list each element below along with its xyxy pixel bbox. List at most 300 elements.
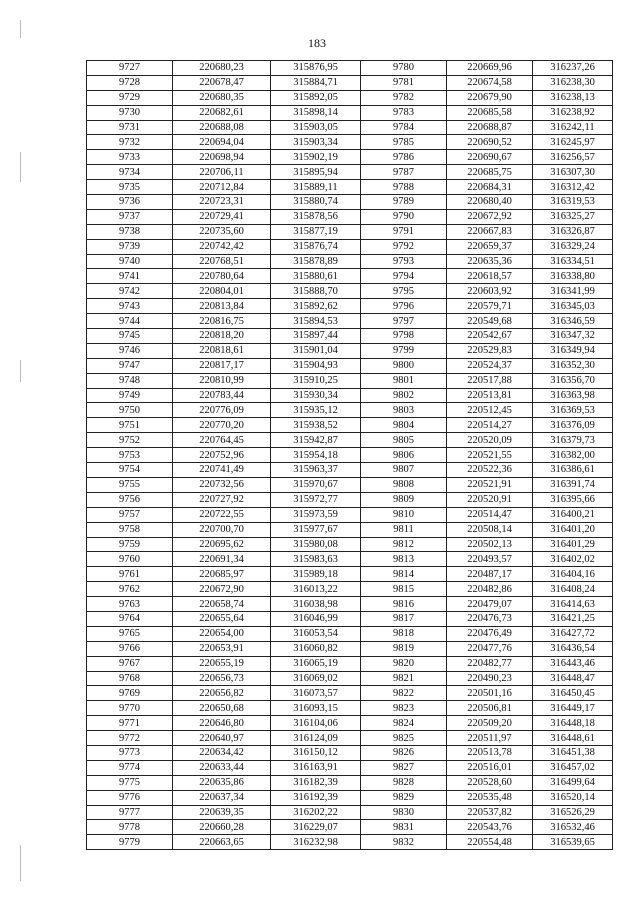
- y-coordinate-cell: 316349,94: [533, 343, 613, 358]
- y-coordinate-cell: 315977,67: [271, 522, 361, 537]
- y-coordinate-cell: 316238,13: [533, 90, 613, 105]
- x-coordinate-cell: 220712,84: [173, 180, 271, 195]
- x-coordinate-cell: 220521,55: [447, 448, 533, 463]
- point-number-cell: 9827: [361, 760, 447, 775]
- point-number-cell: 9755: [87, 477, 173, 492]
- point-number-cell: 9747: [87, 358, 173, 373]
- x-coordinate-cell: 220487,17: [447, 567, 533, 582]
- x-coordinate-cell: 220477,76: [447, 641, 533, 656]
- table-row: [87, 552, 613, 567]
- y-coordinate-cell: 316104,06: [271, 716, 361, 731]
- y-coordinate-cell: 315972,77: [271, 492, 361, 507]
- x-coordinate-cell: 220482,86: [447, 582, 533, 597]
- point-number-cell: 9832: [361, 835, 447, 850]
- table-row: [87, 835, 613, 850]
- x-coordinate-cell: 220521,91: [447, 477, 533, 492]
- point-number-cell: 9797: [361, 314, 447, 329]
- x-coordinate-cell: 220517,88: [447, 373, 533, 388]
- point-number-cell: 9762: [87, 582, 173, 597]
- table-row: [87, 537, 613, 552]
- point-number-cell: 9778: [87, 820, 173, 835]
- y-coordinate-cell: 316312,42: [533, 180, 613, 195]
- table-row: [87, 90, 613, 105]
- point-number-cell: 9775: [87, 775, 173, 790]
- y-coordinate-cell: 316060,82: [271, 641, 361, 656]
- y-coordinate-cell: 315876,74: [271, 239, 361, 254]
- point-number-cell: 9808: [361, 477, 447, 492]
- x-coordinate-cell: 220640,97: [173, 731, 271, 746]
- y-coordinate-cell: 315895,94: [271, 165, 361, 180]
- y-coordinate-cell: 316427,72: [533, 626, 613, 641]
- table-row: [87, 195, 613, 210]
- point-number-cell: 9791: [361, 224, 447, 239]
- point-number-cell: 9763: [87, 597, 173, 612]
- y-coordinate-cell: 316325,27: [533, 209, 613, 224]
- table-row: [87, 105, 613, 120]
- point-number-cell: 9818: [361, 626, 447, 641]
- point-number-cell: 9802: [361, 388, 447, 403]
- x-coordinate-cell: 220685,97: [173, 567, 271, 582]
- x-coordinate-cell: 220516,01: [447, 760, 533, 775]
- point-number-cell: 9727: [87, 61, 173, 76]
- x-coordinate-cell: 220502,13: [447, 537, 533, 552]
- table-row: [87, 433, 613, 448]
- x-coordinate-cell: 220678,47: [173, 75, 271, 90]
- point-number-cell: 9748: [87, 373, 173, 388]
- y-coordinate-cell: 315910,25: [271, 373, 361, 388]
- y-coordinate-cell: 315898,14: [271, 105, 361, 120]
- table-row: [87, 805, 613, 820]
- x-coordinate-cell: 220752,96: [173, 448, 271, 463]
- point-number-cell: 9732: [87, 135, 173, 150]
- y-coordinate-cell: 315973,59: [271, 507, 361, 522]
- y-coordinate-cell: 315904,93: [271, 358, 361, 373]
- y-coordinate-cell: 315903,34: [271, 135, 361, 150]
- point-number-cell: 9795: [361, 284, 447, 299]
- y-coordinate-cell: 315888,70: [271, 284, 361, 299]
- x-coordinate-cell: 220688,87: [447, 120, 533, 135]
- x-coordinate-cell: 220685,58: [447, 105, 533, 120]
- y-coordinate-cell: 316182,39: [271, 775, 361, 790]
- point-number-cell: 9806: [361, 448, 447, 463]
- y-coordinate-cell: 316448,18: [533, 716, 613, 731]
- point-number-cell: 9760: [87, 552, 173, 567]
- table-row: [87, 61, 613, 76]
- y-coordinate-cell: 315897,44: [271, 329, 361, 344]
- y-coordinate-cell: 316073,57: [271, 686, 361, 701]
- scan-margin-mark: [20, 152, 21, 182]
- x-coordinate-cell: 220635,86: [173, 775, 271, 790]
- point-number-cell: 9733: [87, 150, 173, 165]
- point-number-cell: 9807: [361, 463, 447, 478]
- point-number-cell: 9780: [361, 61, 447, 76]
- table-row: [87, 463, 613, 478]
- y-coordinate-cell: 316242,11: [533, 120, 613, 135]
- point-number-cell: 9749: [87, 388, 173, 403]
- table-row: [87, 358, 613, 373]
- x-coordinate-cell: 220490,23: [447, 671, 533, 686]
- table-row: [87, 567, 613, 582]
- y-coordinate-cell: 316345,03: [533, 299, 613, 314]
- y-coordinate-cell: 316391,74: [533, 477, 613, 492]
- point-number-cell: 9772: [87, 731, 173, 746]
- point-number-cell: 9782: [361, 90, 447, 105]
- point-number-cell: 9811: [361, 522, 447, 537]
- point-number-cell: 9803: [361, 403, 447, 418]
- point-number-cell: 9787: [361, 165, 447, 180]
- x-coordinate-cell: 220813,84: [173, 299, 271, 314]
- x-coordinate-cell: 220554,48: [447, 835, 533, 850]
- point-number-cell: 9789: [361, 195, 447, 210]
- y-coordinate-cell: 316256,57: [533, 150, 613, 165]
- table-row: [87, 477, 613, 492]
- y-coordinate-cell: 316499,64: [533, 775, 613, 790]
- y-coordinate-cell: 316414,63: [533, 597, 613, 612]
- table-row: [87, 671, 613, 686]
- point-number-cell: 9794: [361, 269, 447, 284]
- x-coordinate-cell: 220506,81: [447, 701, 533, 716]
- table-row: [87, 299, 613, 314]
- x-coordinate-cell: 220723,31: [173, 195, 271, 210]
- x-coordinate-cell: 220679,90: [447, 90, 533, 105]
- point-number-cell: 9767: [87, 656, 173, 671]
- table-row: [87, 716, 613, 731]
- table-row: [87, 254, 613, 269]
- point-number-cell: 9828: [361, 775, 447, 790]
- y-coordinate-cell: 316124,09: [271, 731, 361, 746]
- y-coordinate-cell: 315989,18: [271, 567, 361, 582]
- point-number-cell: 9822: [361, 686, 447, 701]
- x-coordinate-cell: 220672,92: [447, 209, 533, 224]
- table-row: [87, 135, 613, 150]
- y-coordinate-cell: 315878,56: [271, 209, 361, 224]
- x-coordinate-cell: 220663,65: [173, 835, 271, 850]
- x-coordinate-cell: 220650,68: [173, 701, 271, 716]
- point-number-cell: 9783: [361, 105, 447, 120]
- point-number-cell: 9812: [361, 537, 447, 552]
- point-number-cell: 9810: [361, 507, 447, 522]
- x-coordinate-cell: 220579,71: [447, 299, 533, 314]
- y-coordinate-cell: 316401,29: [533, 537, 613, 552]
- y-coordinate-cell: 316229,07: [271, 820, 361, 835]
- point-number-cell: 9735: [87, 180, 173, 195]
- y-coordinate-cell: 316341,99: [533, 284, 613, 299]
- scan-margin-mark: [20, 360, 21, 382]
- point-number-cell: 9824: [361, 716, 447, 731]
- y-coordinate-cell: 316202,22: [271, 805, 361, 820]
- x-coordinate-cell: 220513,81: [447, 388, 533, 403]
- y-coordinate-cell: 315901,04: [271, 343, 361, 358]
- point-number-cell: 9768: [87, 671, 173, 686]
- x-coordinate-cell: 220695,62: [173, 537, 271, 552]
- table-row: [87, 448, 613, 463]
- point-number-cell: 9776: [87, 790, 173, 805]
- scan-margin-mark: [20, 20, 21, 38]
- point-number-cell: 9736: [87, 195, 173, 210]
- y-coordinate-cell: 316532,46: [533, 820, 613, 835]
- point-number-cell: 9777: [87, 805, 173, 820]
- y-coordinate-cell: 316436,54: [533, 641, 613, 656]
- x-coordinate-cell: 220513,78: [447, 745, 533, 760]
- y-coordinate-cell: 315903,05: [271, 120, 361, 135]
- x-coordinate-cell: 220818,20: [173, 329, 271, 344]
- x-coordinate-cell: 220529,83: [447, 343, 533, 358]
- table-row: [87, 165, 613, 180]
- x-coordinate-cell: 220818,61: [173, 343, 271, 358]
- point-number-cell: 9773: [87, 745, 173, 760]
- x-coordinate-cell: 220522,36: [447, 463, 533, 478]
- x-coordinate-cell: 220603,92: [447, 284, 533, 299]
- point-number-cell: 9746: [87, 343, 173, 358]
- point-number-cell: 9831: [361, 820, 447, 835]
- point-number-cell: 9758: [87, 522, 173, 537]
- x-coordinate-cell: 220655,64: [173, 611, 271, 626]
- y-coordinate-cell: 315889,11: [271, 180, 361, 195]
- x-coordinate-cell: 220674,58: [447, 75, 533, 90]
- point-number-cell: 9766: [87, 641, 173, 656]
- y-coordinate-cell: 316053,54: [271, 626, 361, 641]
- x-coordinate-cell: 220688,08: [173, 120, 271, 135]
- y-coordinate-cell: 316232,98: [271, 835, 361, 850]
- point-number-cell: 9820: [361, 656, 447, 671]
- point-number-cell: 9729: [87, 90, 173, 105]
- x-coordinate-cell: 220634,42: [173, 745, 271, 760]
- y-coordinate-cell: 316382,00: [533, 448, 613, 463]
- x-coordinate-cell: 220722,55: [173, 507, 271, 522]
- x-coordinate-cell: 220511,97: [447, 731, 533, 746]
- y-coordinate-cell: 316449,17: [533, 701, 613, 716]
- table-row: [87, 329, 613, 344]
- y-coordinate-cell: 316307,30: [533, 165, 613, 180]
- y-coordinate-cell: 316520,14: [533, 790, 613, 805]
- point-number-cell: 9774: [87, 760, 173, 775]
- table-row: [87, 120, 613, 135]
- point-number-cell: 9752: [87, 433, 173, 448]
- table-row: [87, 790, 613, 805]
- point-number-cell: 9785: [361, 135, 447, 150]
- y-coordinate-cell: 316450,45: [533, 686, 613, 701]
- table-row: [87, 403, 613, 418]
- x-coordinate-cell: 220637,34: [173, 790, 271, 805]
- point-number-cell: 9761: [87, 567, 173, 582]
- x-coordinate-cell: 220633,44: [173, 760, 271, 775]
- point-number-cell: 9730: [87, 105, 173, 120]
- table-row: [87, 269, 613, 284]
- y-coordinate-cell: 316334,51: [533, 254, 613, 269]
- x-coordinate-cell: 220476,73: [447, 611, 533, 626]
- table-row: [87, 626, 613, 641]
- coordinates-table: [86, 60, 613, 850]
- point-number-cell: 9738: [87, 224, 173, 239]
- x-coordinate-cell: 220810,99: [173, 373, 271, 388]
- point-number-cell: 9734: [87, 165, 173, 180]
- x-coordinate-cell: 220680,40: [447, 195, 533, 210]
- y-coordinate-cell: 315930,34: [271, 388, 361, 403]
- x-coordinate-cell: 220476,49: [447, 626, 533, 641]
- y-coordinate-cell: 315963,37: [271, 463, 361, 478]
- x-coordinate-cell: 220635,36: [447, 254, 533, 269]
- point-number-cell: 9731: [87, 120, 173, 135]
- x-coordinate-cell: 220653,91: [173, 641, 271, 656]
- x-coordinate-cell: 220741,49: [173, 463, 271, 478]
- y-coordinate-cell: 316421,25: [533, 611, 613, 626]
- y-coordinate-cell: 316319,53: [533, 195, 613, 210]
- y-coordinate-cell: 316386,61: [533, 463, 613, 478]
- x-coordinate-cell: 220508,14: [447, 522, 533, 537]
- y-coordinate-cell: 316379,73: [533, 433, 613, 448]
- y-coordinate-cell: 315892,62: [271, 299, 361, 314]
- y-coordinate-cell: 316346,59: [533, 314, 613, 329]
- table-row: [87, 343, 613, 358]
- y-coordinate-cell: 316347,32: [533, 329, 613, 344]
- x-coordinate-cell: 220700,70: [173, 522, 271, 537]
- x-coordinate-cell: 220654,00: [173, 626, 271, 641]
- y-coordinate-cell: 316443,46: [533, 656, 613, 671]
- point-number-cell: 9741: [87, 269, 173, 284]
- table-row: [87, 522, 613, 537]
- point-number-cell: 9739: [87, 239, 173, 254]
- point-number-cell: 9781: [361, 75, 447, 90]
- x-coordinate-cell: 220655,19: [173, 656, 271, 671]
- y-coordinate-cell: 316192,39: [271, 790, 361, 805]
- point-number-cell: 9757: [87, 507, 173, 522]
- y-coordinate-cell: 316338,80: [533, 269, 613, 284]
- x-coordinate-cell: 220764,45: [173, 433, 271, 448]
- x-coordinate-cell: 220667,83: [447, 224, 533, 239]
- x-coordinate-cell: 220514,47: [447, 507, 533, 522]
- y-coordinate-cell: 316457,02: [533, 760, 613, 775]
- point-number-cell: 9765: [87, 626, 173, 641]
- y-coordinate-cell: 315954,18: [271, 448, 361, 463]
- x-coordinate-cell: 220639,35: [173, 805, 271, 820]
- x-coordinate-cell: 220776,09: [173, 403, 271, 418]
- point-number-cell: 9764: [87, 611, 173, 626]
- x-coordinate-cell: 220706,11: [173, 165, 271, 180]
- y-coordinate-cell: 316400,21: [533, 507, 613, 522]
- point-number-cell: 9819: [361, 641, 447, 656]
- point-number-cell: 9792: [361, 239, 447, 254]
- y-coordinate-cell: 316329,24: [533, 239, 613, 254]
- point-number-cell: 9809: [361, 492, 447, 507]
- point-number-cell: 9825: [361, 731, 447, 746]
- table-row: [87, 239, 613, 254]
- table-row: [87, 418, 613, 433]
- y-coordinate-cell: 315983,63: [271, 552, 361, 567]
- x-coordinate-cell: 220804,01: [173, 284, 271, 299]
- point-number-cell: 9800: [361, 358, 447, 373]
- y-coordinate-cell: 316046,99: [271, 611, 361, 626]
- point-number-cell: 9793: [361, 254, 447, 269]
- y-coordinate-cell: 316150,12: [271, 745, 361, 760]
- table-row: [87, 150, 613, 165]
- table-row: [87, 686, 613, 701]
- x-coordinate-cell: 220690,67: [447, 150, 533, 165]
- y-coordinate-cell: 316376,09: [533, 418, 613, 433]
- point-number-cell: 9817: [361, 611, 447, 626]
- table-row: [87, 760, 613, 775]
- point-number-cell: 9801: [361, 373, 447, 388]
- table-row: [87, 731, 613, 746]
- x-coordinate-cell: 220659,37: [447, 239, 533, 254]
- point-number-cell: 9804: [361, 418, 447, 433]
- point-number-cell: 9744: [87, 314, 173, 329]
- x-coordinate-cell: 220658,74: [173, 597, 271, 612]
- x-coordinate-cell: 220680,23: [173, 61, 271, 76]
- y-coordinate-cell: 316093,15: [271, 701, 361, 716]
- point-number-cell: 9821: [361, 671, 447, 686]
- x-coordinate-cell: 220479,07: [447, 597, 533, 612]
- y-coordinate-cell: 315938,52: [271, 418, 361, 433]
- y-coordinate-cell: 315980,08: [271, 537, 361, 552]
- y-coordinate-cell: 316448,47: [533, 671, 613, 686]
- y-coordinate-cell: 315970,67: [271, 477, 361, 492]
- y-coordinate-cell: 316356,70: [533, 373, 613, 388]
- y-coordinate-cell: 315880,61: [271, 269, 361, 284]
- point-number-cell: 9751: [87, 418, 173, 433]
- point-number-cell: 9816: [361, 597, 447, 612]
- point-number-cell: 9786: [361, 150, 447, 165]
- table-row: [87, 388, 613, 403]
- table-row: [87, 597, 613, 612]
- table-row: [87, 775, 613, 790]
- x-coordinate-cell: 220694,04: [173, 135, 271, 150]
- point-number-cell: 9770: [87, 701, 173, 716]
- point-number-cell: 9745: [87, 329, 173, 344]
- x-coordinate-cell: 220535,48: [447, 790, 533, 805]
- y-coordinate-cell: 315877,19: [271, 224, 361, 239]
- point-number-cell: 9784: [361, 120, 447, 135]
- point-number-cell: 9740: [87, 254, 173, 269]
- point-number-cell: 9728: [87, 75, 173, 90]
- y-coordinate-cell: 316448,61: [533, 731, 613, 746]
- x-coordinate-cell: 220646,80: [173, 716, 271, 731]
- y-coordinate-cell: 316352,30: [533, 358, 613, 373]
- x-coordinate-cell: 220482,77: [447, 656, 533, 671]
- y-coordinate-cell: 315935,12: [271, 403, 361, 418]
- x-coordinate-cell: 220524,37: [447, 358, 533, 373]
- point-number-cell: 9788: [361, 180, 447, 195]
- y-coordinate-cell: 316069,02: [271, 671, 361, 686]
- point-number-cell: 9826: [361, 745, 447, 760]
- y-coordinate-cell: 316401,20: [533, 522, 613, 537]
- point-number-cell: 9779: [87, 835, 173, 850]
- y-coordinate-cell: 316065,19: [271, 656, 361, 671]
- y-coordinate-cell: 316163,91: [271, 760, 361, 775]
- y-coordinate-cell: 316238,92: [533, 105, 613, 120]
- table-row: [87, 284, 613, 299]
- y-coordinate-cell: 316013,22: [271, 582, 361, 597]
- table-row: [87, 582, 613, 597]
- point-number-cell: 9737: [87, 209, 173, 224]
- x-coordinate-cell: 220514,27: [447, 418, 533, 433]
- table-row: [87, 180, 613, 195]
- x-coordinate-cell: 220680,35: [173, 90, 271, 105]
- x-coordinate-cell: 220512,45: [447, 403, 533, 418]
- x-coordinate-cell: 220682,61: [173, 105, 271, 120]
- point-number-cell: 9815: [361, 582, 447, 597]
- point-number-cell: 9742: [87, 284, 173, 299]
- point-number-cell: 9753: [87, 448, 173, 463]
- page-number: 183: [308, 36, 326, 50]
- point-number-cell: 9814: [361, 567, 447, 582]
- x-coordinate-cell: 220542,67: [447, 329, 533, 344]
- table-row: [87, 507, 613, 522]
- point-number-cell: 9796: [361, 299, 447, 314]
- y-coordinate-cell: 316404,16: [533, 567, 613, 582]
- point-number-cell: 9750: [87, 403, 173, 418]
- point-number-cell: 9769: [87, 686, 173, 701]
- x-coordinate-cell: 220501,16: [447, 686, 533, 701]
